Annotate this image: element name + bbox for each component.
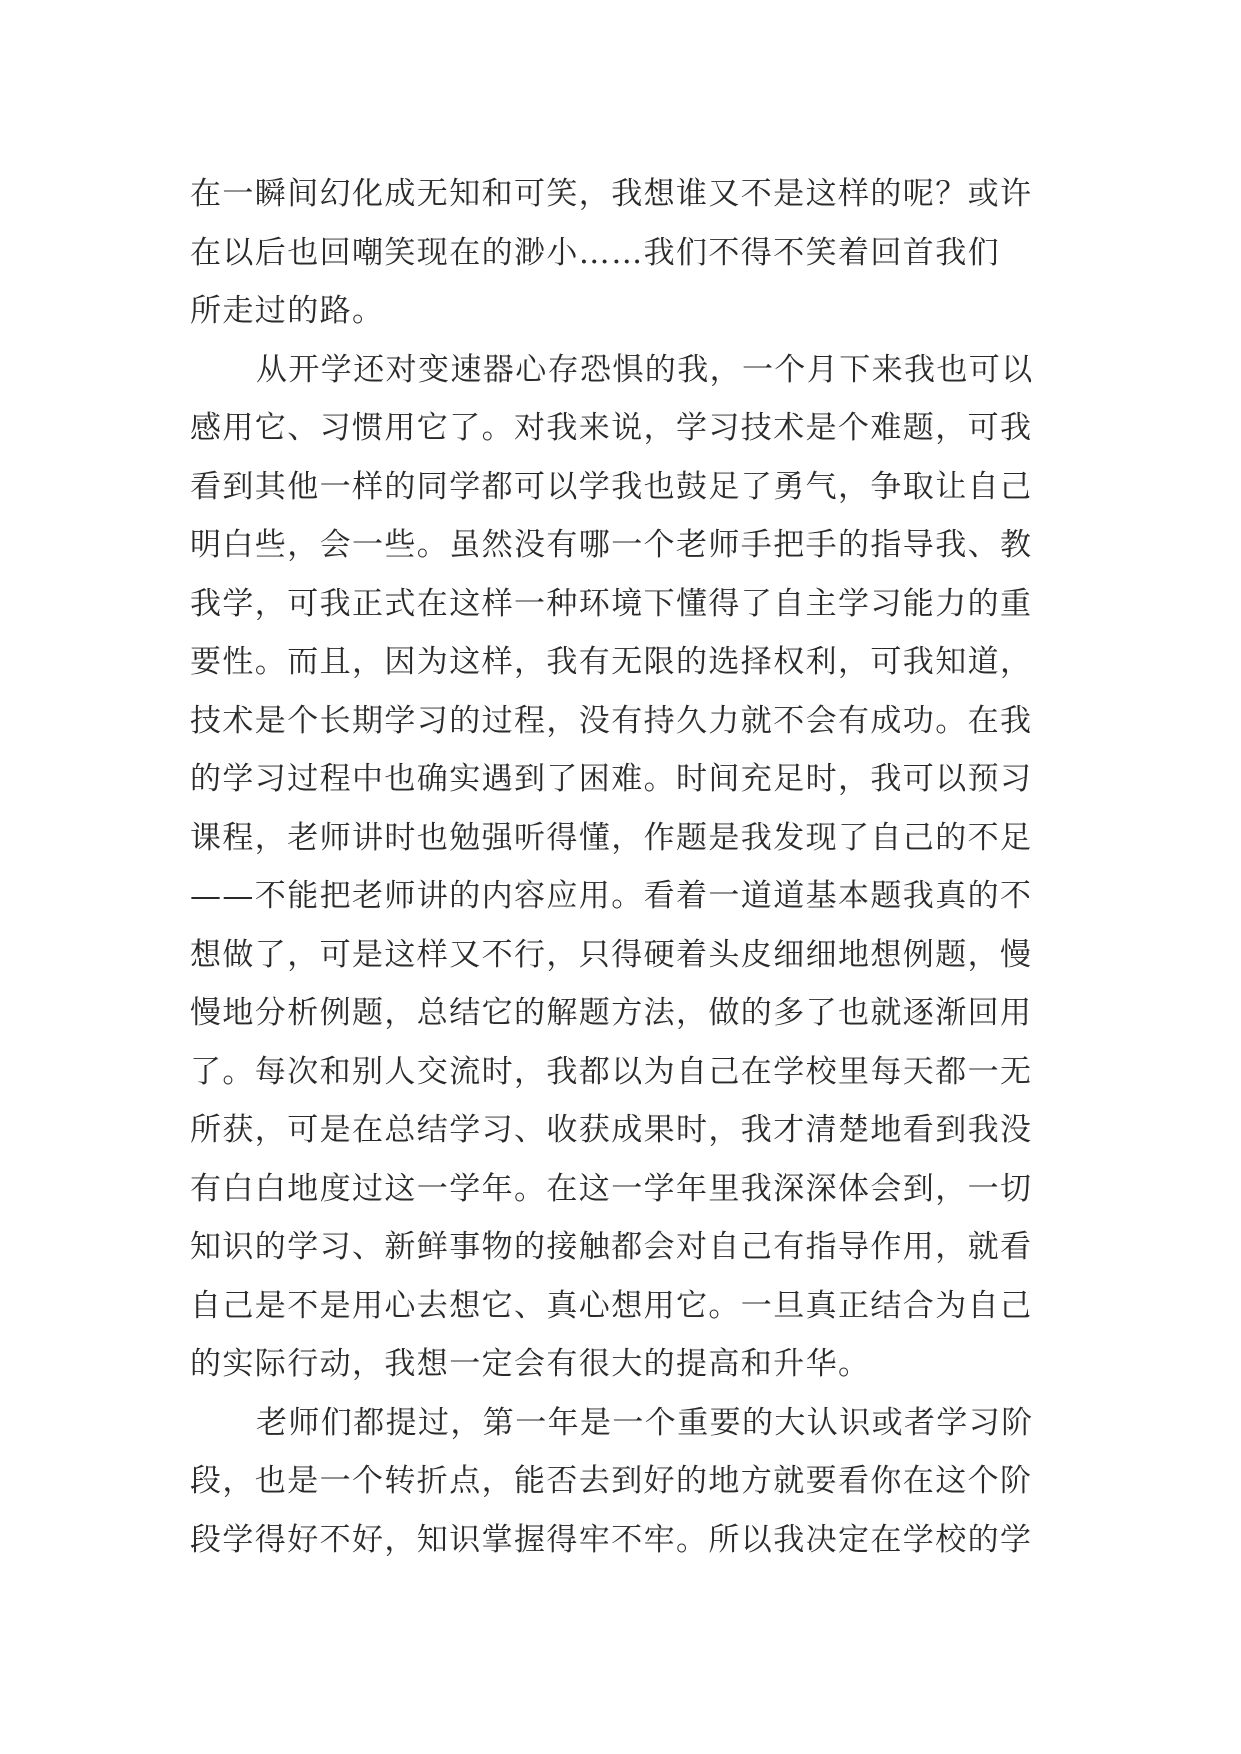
text-line: 段，也是一个转折点，能否去到好的地方就要看你在这个阶 (190, 1463, 1033, 1499)
text-line: ——不能把老师讲的内容应用。看着一道道基本题我真的不 (190, 878, 1033, 914)
text-line: 技术是个长期学习的过程，没有持久力就不会有成功。在我 (190, 702, 1033, 739)
text-line: 所获，可是在总结学习、收获成果时，我才清楚地看到我没 (190, 1112, 1033, 1148)
text-line: 想做了，可是这样又不行，只得硬着头皮细细地想例题，慢 (190, 936, 1033, 973)
text-line: 要性。而且，因为这样，我有无限的选择权利，可我知道， (190, 644, 1033, 680)
text-line: 老师们都提过，第一年是一个重要的大认识或者学习阶 (256, 1404, 1034, 1441)
text-line: 自己是不是用心去想它、真心想用它。一旦真正结合为自己 (190, 1287, 1033, 1324)
text-line: 课程，老师讲时也勉强听得懂，作题是我发现了自己的不足 (190, 819, 1033, 856)
text-line: 了。每次和别人交流时，我都以为自己在学校里每天都一无 (190, 1053, 1033, 1090)
text-line: 在一瞬间幻化成无知和可笑，我想谁又不是这样的呢？或许 (190, 176, 1033, 212)
text-line: 我学，可我正式在这样一种环境下懂得了自主学习能力的重 (190, 585, 1033, 622)
text-line: 在以后也回嘲笑现在的渺小……我们不得不笑着回首我们 (190, 234, 1000, 271)
text-line: 有白白地度过这一学年。在这一学年里我深深体会到，一切 (190, 1170, 1033, 1207)
text-line: 感用它、习惯用它了。对我来说，学习技术是个难题，可我 (190, 410, 1033, 446)
text-line: 从开学还对变速器心存恐惧的我，一个月下来我也可以 (256, 351, 1034, 388)
text-line: 的实际行动，我想一定会有很大的提高和升华。 (190, 1346, 871, 1382)
text-line: 看到其他一样的同学都可以学我也鼓足了勇气，争取让自己 (190, 468, 1033, 505)
text-line: 的学习过程中也确实遇到了困难。时间充足时，我可以预习 (190, 761, 1033, 797)
text-line: 所走过的路。 (190, 293, 385, 329)
text-line: 慢地分析例题，总结它的解题方法，做的多了也就逐渐回用 (190, 995, 1033, 1031)
text-line: 段学得好不好，知识掌握得牢不牢。所以我决定在学校的学 (190, 1521, 1033, 1558)
text-line: 知识的学习、新鲜事物的接触都会对自己有指导作用，就看 (190, 1229, 1033, 1265)
text-line: 明白些，会一些。虽然没有哪一个老师手把手的指导我、教 (190, 527, 1033, 563)
body-text (190, 165, 1050, 1569)
